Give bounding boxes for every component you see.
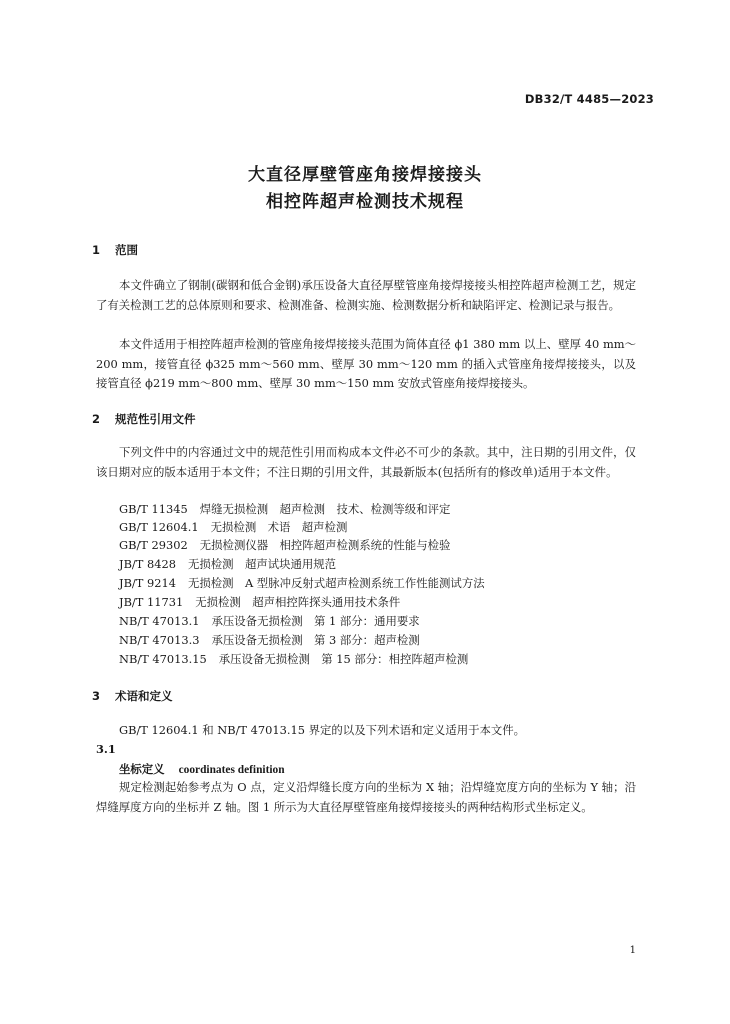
reference-item: [119, 574, 485, 592]
reference-code: NB/T 47013.1: [119, 614, 200, 628]
section-number: 3: [92, 689, 101, 703]
reference-item: [119, 650, 468, 668]
reference-code: GB/T 12604.1: [119, 520, 199, 534]
reference-title: 无损检测 超声试块通用规范: [187, 557, 337, 571]
reference-code: GB/T 29302: [119, 538, 188, 552]
reference-code: NB/T 47013.3: [119, 633, 200, 647]
reference-title: 无损检测 A 型脉冲反射式超声检测系统工作性能测试方法: [187, 576, 485, 590]
reference-title: 无损检测 术语 超声检测: [210, 520, 348, 534]
reference-item: [119, 555, 336, 573]
term-definition: 规定检测起始参考点为 O 点，定义沿焊缝长度方向的坐标为 X 轴；沿焊缝宽度方向的坐标为 Y 轴；沿焊缝厚度方向的坐标并 Z 轴。图 1 所示为大直径厚壁管座角接焊接接头的两种结构形式坐标定义。: [96, 780, 636, 814]
section-title: 范围: [115, 243, 138, 257]
section-heading-scope: [92, 242, 138, 258]
reference-title: 焊缝无损检测 超声检测 技术、检测等级和评定: [199, 502, 451, 516]
reference-item: [119, 536, 450, 554]
section-heading-normative-references: [92, 411, 196, 427]
term-entry: [119, 761, 285, 777]
references-intro: 下列文件中的内容通过文中的规范性引用而构成本文件必不可少的条款。其中，注日期的引用文件，仅该日期对应的版本适用于本文件；不注日期的引用文件，其最新版本(包括所有的修改单)适用于本文件。: [96, 445, 636, 479]
document-title-line1: 大直径厚壁管座角接焊接接头: [248, 165, 482, 185]
section-number: 1: [92, 243, 101, 257]
page-number: 1: [629, 945, 636, 956]
reference-code: JB/T 9214: [119, 576, 176, 590]
scope-paragraph-1: 本文件确立了钢制(碳钢和低合金钢)承压设备大直径厚壁管座角接焊接接头相控阵超声检测工艺，规定了有关检测工艺的总体原则和要求、检测准备、检测实施、检测数据分析和缺陷评定、检测记录与报告。: [96, 278, 636, 312]
section-heading-terms-and-definitions: [92, 688, 173, 704]
reference-title: 无损检测 超声相控阵探头通用技术条件: [195, 595, 401, 609]
reference-code: JB/T 11731: [119, 595, 184, 609]
section-title: 术语和定义: [115, 689, 173, 703]
standard-number: DB32/T 4485—2023: [524, 92, 654, 106]
reference-code: JB/T 8428: [119, 557, 176, 571]
term-chinese: 坐标定义: [119, 762, 165, 776]
reference-code: GB/T 11345: [119, 502, 188, 516]
reference-title: 无损检测仪器 相控阵超声检测系统的性能与检验: [199, 538, 451, 552]
terms-intro: GB/T 12604.1 和 NB/T 47013.15 界定的以及下列术语和定义适用于本文件。: [119, 723, 526, 737]
reference-title: 承压设备无损检测 第 1 部分：通用要求: [211, 614, 420, 628]
term-english: coordinates definition: [178, 764, 285, 776]
clause-number: 3.1: [96, 742, 116, 756]
reference-code: NB/T 47013.15: [119, 652, 207, 666]
scope-paragraph-2: 本文件适用于相控阵超声检测的管座角接焊接接头范围为筒体直径 ϕ1 380 mm 以上、壁厚 40 mm～200 mm，接管直径 ϕ325 mm～560 mm、壁厚 30 mm～120 mm 的插入式管座角接焊接接头，以及接管直径 ϕ219 mm～800 mm、壁厚 30 mm～150 mm 安放式管座角接焊接接头。: [96, 337, 636, 390]
reference-item: [119, 518, 347, 536]
reference-item: [119, 631, 420, 649]
reference-title: 承压设备无损检测 第 15 部分：相控阵超声检测: [218, 652, 469, 666]
document-title-line2: 相控阵超声检测技术规程: [266, 192, 464, 212]
section-number: 2: [92, 412, 101, 426]
section-title: 规范性引用文件: [115, 412, 196, 426]
reference-item: [119, 593, 400, 611]
reference-item: [119, 500, 450, 518]
reference-item: [119, 612, 420, 630]
reference-title: 承压设备无损检测 第 3 部分：超声检测: [211, 633, 420, 647]
